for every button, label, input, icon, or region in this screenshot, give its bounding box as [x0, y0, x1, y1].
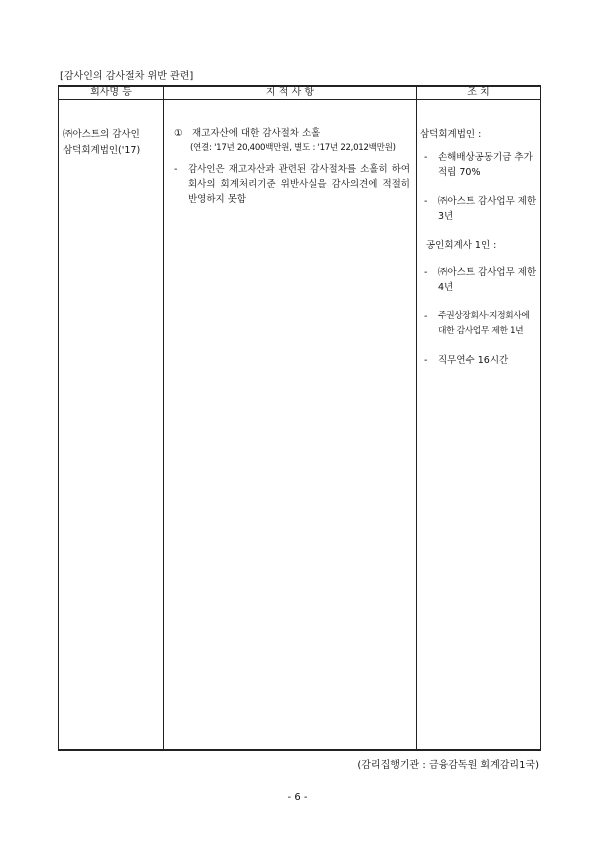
circled-number-mark: ① [174, 128, 183, 139]
action-group-firm: 삼덕회계법인 : [420, 129, 482, 140]
page-number: - 6 - [287, 792, 308, 803]
action-item-text: 주권상장회사·지정회사에 대한 감사업무 제한 1년 [438, 311, 530, 336]
action-item [420, 150, 537, 180]
findings-cell [164, 100, 417, 751]
dash-bullet: - [424, 196, 428, 207]
dash-bullet: - [424, 311, 428, 322]
finding-amount-note: (연결: '17년 20,400백만원, 별도 : '17년 22,012백만원) [190, 143, 396, 153]
header-action: 조 치 [417, 86, 541, 100]
finding-title: 재고자산에 대한 감사절차 소홀 [192, 128, 321, 139]
action-item-text: 직무연수 16시간 [438, 355, 509, 366]
sanction-table [58, 85, 541, 751]
action-group-cpa: 공인회계사 1인 : [426, 240, 497, 251]
action-item [420, 309, 537, 339]
dash-bullet: - [424, 152, 428, 163]
header-findings: 지 적 사 항 [164, 86, 417, 100]
action-item-text: ㈜아스트 감사업무 제한 4년 [438, 267, 537, 293]
action-item [420, 194, 537, 224]
action-item [420, 353, 537, 368]
table-row [59, 100, 541, 751]
finding-detail [174, 162, 410, 207]
finding-detail-text: 감사인은 재고자산과 관련된 감사절차를 소홀히 하여 회사의 회계처리기준 위반사실을 감사의견에 적절히 반영하지 못함 [188, 164, 410, 205]
auditor-name: 삼덕회계법인('17) [63, 145, 141, 156]
dash-bullet: - [174, 164, 178, 175]
source-note: (감리집행기관 : 금융감독원 회계감리1국) [357, 760, 539, 771]
table-caption: [감사인의 감사절차 위반 관련] [60, 71, 194, 82]
dash-bullet: - [424, 355, 428, 366]
header-company: 회사명 등 [59, 86, 164, 100]
finding-item [174, 126, 410, 141]
dash-bullet: - [424, 267, 428, 278]
action-item-text: 손해배상공동기금 추가적립 70% [438, 152, 533, 178]
action-cell [417, 100, 541, 751]
table-header-row [59, 86, 541, 100]
action-item [420, 265, 537, 295]
company-cell [59, 100, 164, 751]
company-name: ㈜아스트의 감사인 [63, 129, 140, 140]
action-item-text: ㈜아스트 감사업무 제한 3년 [438, 196, 537, 222]
